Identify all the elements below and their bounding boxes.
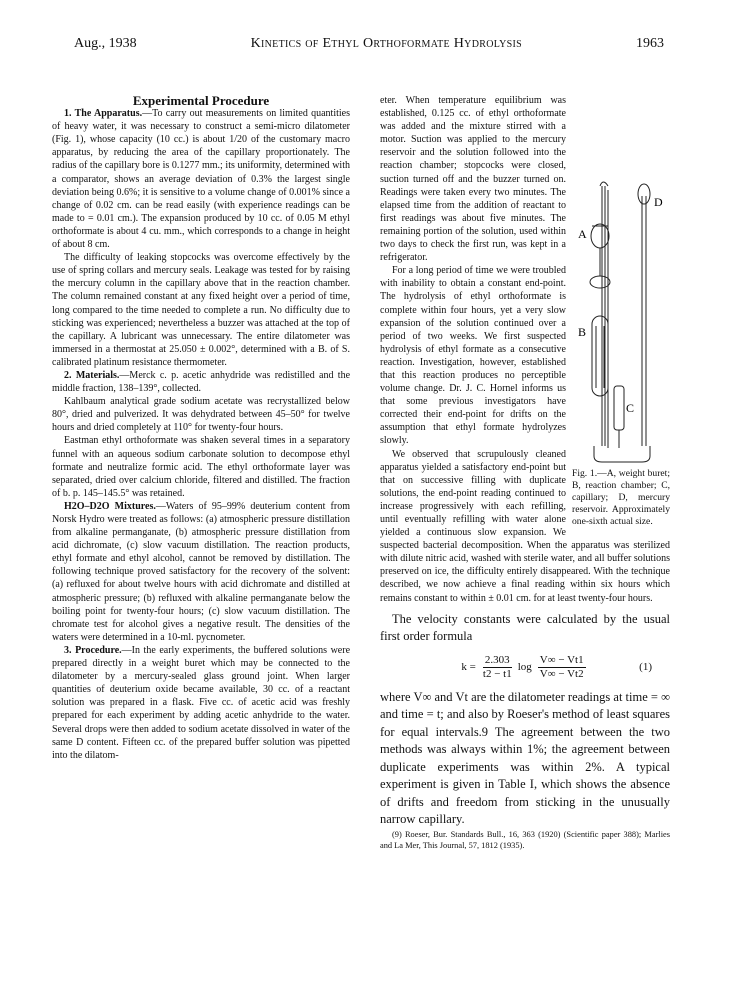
figure-label-b: B [578, 325, 587, 339]
paragraph-results: where V∞ and Vt are the dilatometer readings at time = ∞ and time = t; and also by Roeser's method of least squares for equal intervals.9 The agreement between the two methods was always within 1%; the agreement between duplicate experiments was within 2%. A typical experiment is given in Table I, which shows the absence of drifts and freedom from sticking in the unusually narrow capillary. [380, 689, 670, 827]
footnote-9: (9) Roeser, Bur. Standards Bull., 16, 363 (1920) (Scientific paper 388); Marlies and La Mer, This Journal, 57, 1812 (1935). [380, 829, 670, 850]
paragraph-apparatus [52, 107, 350, 251]
figure-label-a: A [578, 227, 587, 241]
figure-caption: Fig. 1.—A, weight buret; B, reaction chamber; C, capillary; D, mercury reservoir. Approximately one-sixth actual size. [572, 468, 670, 527]
paragraph-end-point: For a long period of time we were troubled with inability to obtain a constant end-point. The hydrolysis of ethyl orthoformate is complete within four hours, yet a very slow expansion of the solution continued over a period of two weeks. We first suspected hydrolysis of ethyl formate as a consecutive reaction. Investigation, however, established that this reaction produces no perceptible volume change. Dr. J. C. Hornel informs us that some previous investigators have corrected their end-point for drifts on the assumption that ethyl formate hydrolyzes slowly. [380, 265, 566, 447]
equation-number: (1) [639, 660, 652, 673]
paragraph-sodium-acetate: Kahlbaum analytical grade sodium acetate was recrystallized below 80°, dried and pulverized. It was dehydrated between 45–50° for twelve hours and dried completely at 110° for twenty-four hours. [52, 396, 350, 434]
figure-label-c: C [626, 401, 635, 415]
equation-coefficient [483, 654, 512, 681]
run-in-heading: H2O–D2O Mixtures. [64, 500, 156, 512]
run-in-heading: 2. Materials. [64, 369, 120, 381]
dilatometer-drawing [572, 166, 670, 466]
run-in-heading: 3. Procedure. [64, 644, 122, 656]
paragraph-mixtures [52, 500, 350, 644]
paragraph-text: —Merck c. p. acetic anhydride was redistilled and the middle fraction, 138–139°, collected. [52, 369, 351, 395]
paragraph-orthoformate: Eastman ethyl orthoformate was shaken several times in a separatory funnel with an aqueous sodium carbonate solution to decompose ethyl formate and neutralize formic acid. The ethyl orthoformate layer was separated, dried over calcium chloride, filtered and distilled. The fraction of b. p. 145–145.5° was retained. [52, 435, 350, 499]
paragraph-velocity-constants: The velocity constants were calculated by the usual first order formula [380, 611, 670, 644]
right-column [380, 94, 670, 851]
paragraph-materials [52, 369, 350, 395]
paragraph-procedure [52, 644, 350, 762]
running-header [74, 36, 664, 56]
paragraph-text: —To carry out measurements on limited quantities of heavy water, it was necessary to construct a semi-micro dilatometer (Fig. 1), whose capacity (10 cc.) is about 1/20 of the customary macro apparatus, by reducing the area of the capillary proportionately. The radius of the capillary bore is 0.1277 mm.; its uniformity, determined with a comparator, shows an average deviation of 0.3% the largest single deviation being 0.6%; it is sensitive to a volume change of 0.001% since a change of 0.02 cm. can be read easily (with experience readings can be made to = 0.01 cm.). The expansion produced by 10 cc. of 0.05 M ethyl orthoformate is about 4 cu. mm., which corresponds to a change in height of about 8 cm. [52, 108, 350, 251]
equation-1 [380, 654, 670, 681]
header-date: Aug., 1938 [74, 36, 137, 51]
figure-1 [572, 166, 670, 528]
run-in-heading: 1. The Apparatus. [64, 108, 143, 120]
equation-log: log [517, 660, 532, 673]
figure-label-d: D [654, 195, 663, 209]
equation-ratio [538, 654, 586, 681]
header-title: Kinetics of Ethyl Orthoformate Hydrolysis [250, 36, 522, 51]
equation-ratio-denominator: V∞ − Vt2 [539, 667, 584, 680]
equation-coef-denominator: t2 − t1 [482, 667, 512, 680]
header-page-number: 1963 [636, 36, 664, 51]
paragraph-bacterial: We observed that scrupulously cleaned apparatus yielded a satisfactory end-point but that on successive filling with duplicate solutions, the end-point reading continued to increase progressively with each refilling, until eventually refilling with water alone yielded a continuous slow expansion. We suspected bacterial decomposition. When the apparatus was sterilized with dilute nitric acid, washed with sterile water, and all buffer solutions preserved on ice, the difficulty entirely disappeared. With the technique described, we now achieve a final reading within six hours which remains constant to within ± 0.01 cm. for at least twenty-four hours. [380, 448, 670, 604]
paragraph-text: eter. When temperature equilibrium was established, 0.125 cc. of ethyl orthoformate was added and the mixture stirred with a motor. Suction was applied to the mercury reservoir and the solution followed into the reaction chamber; stopcocks were closed, suction turned off and the buzzer turned on. Readings were taken every two minutes. The elapsed time from the addition of reactant to first readings was about five minutes. The remaining portion of the solution, used within two days to check the first run, was kept in a refrigerator. [380, 95, 566, 264]
equation-lhs: k = [461, 660, 476, 673]
paragraph-text: —Waters of 95–99% deuterium content from Norsk Hydro were treated as follows: (a) atmospheric pressure distillation from alkaline permanganate, (b) atmospheric pressure distillation from acid dichromate, (c) slow vacuum distillation. The reaction products, ethyl formate and ethyl alcohol, cannot be removed by distillation. The following technique proved satisfactory for the recovery of the solvent: (a) refluxed for about twelve hours with acid dichromate and distilled at atmospheric pressure; (b) refluxed with alkaline permanganate below the boiling point for twenty-four hours; (c) slow vacuum distillation. The chromate test for alcohol gives a negative result. The densities of the waters were determined in a 10-ml. pycnometer. [52, 500, 350, 643]
equation-ratio-numerator: V∞ − Vt1 [538, 654, 586, 668]
left-column [52, 94, 350, 762]
paragraph-stopcocks: The difficulty of leaking stopcocks was overcome effectively by the use of spring collars and mercury seals. Leakage was tested for by raising the mercury column in the capillary above that in the reaction chamber. The column remained constant at any fixed height over a period of time, long compared to the time needed to complete a run. No difficulty due to sticking was experienced; nevertheless a buzzer was attached at the top of the capillary. A lubricant was unnecessary. The entire dilatometer was immersed in a thermostat at 25.050 ± 0.002°, determined with a B. of S. calibrated platinum resistance thermometer. [52, 252, 350, 368]
section-title: Experimental Procedure [132, 93, 270, 108]
equation-coef-numerator: 2.303 [483, 654, 512, 668]
paragraph-text: —In the early experiments, the buffered solutions were prepared directly in a weight buret which may be connected to the dilatometer by a mercury-sealed glass ground joint. When larger quantities of deuterium oxide became available, 30 cc. of a reactant solution was prepared in a flask. Five cc. of acetic acid was freshly prepared for each experiment by adding acetic anhydride to the water. Several drops were then added to sodium acetate dissolved in water of the same D content. Fifteen cc. of the prepared buffer solution was pipetted into the dilatom- [52, 644, 351, 761]
